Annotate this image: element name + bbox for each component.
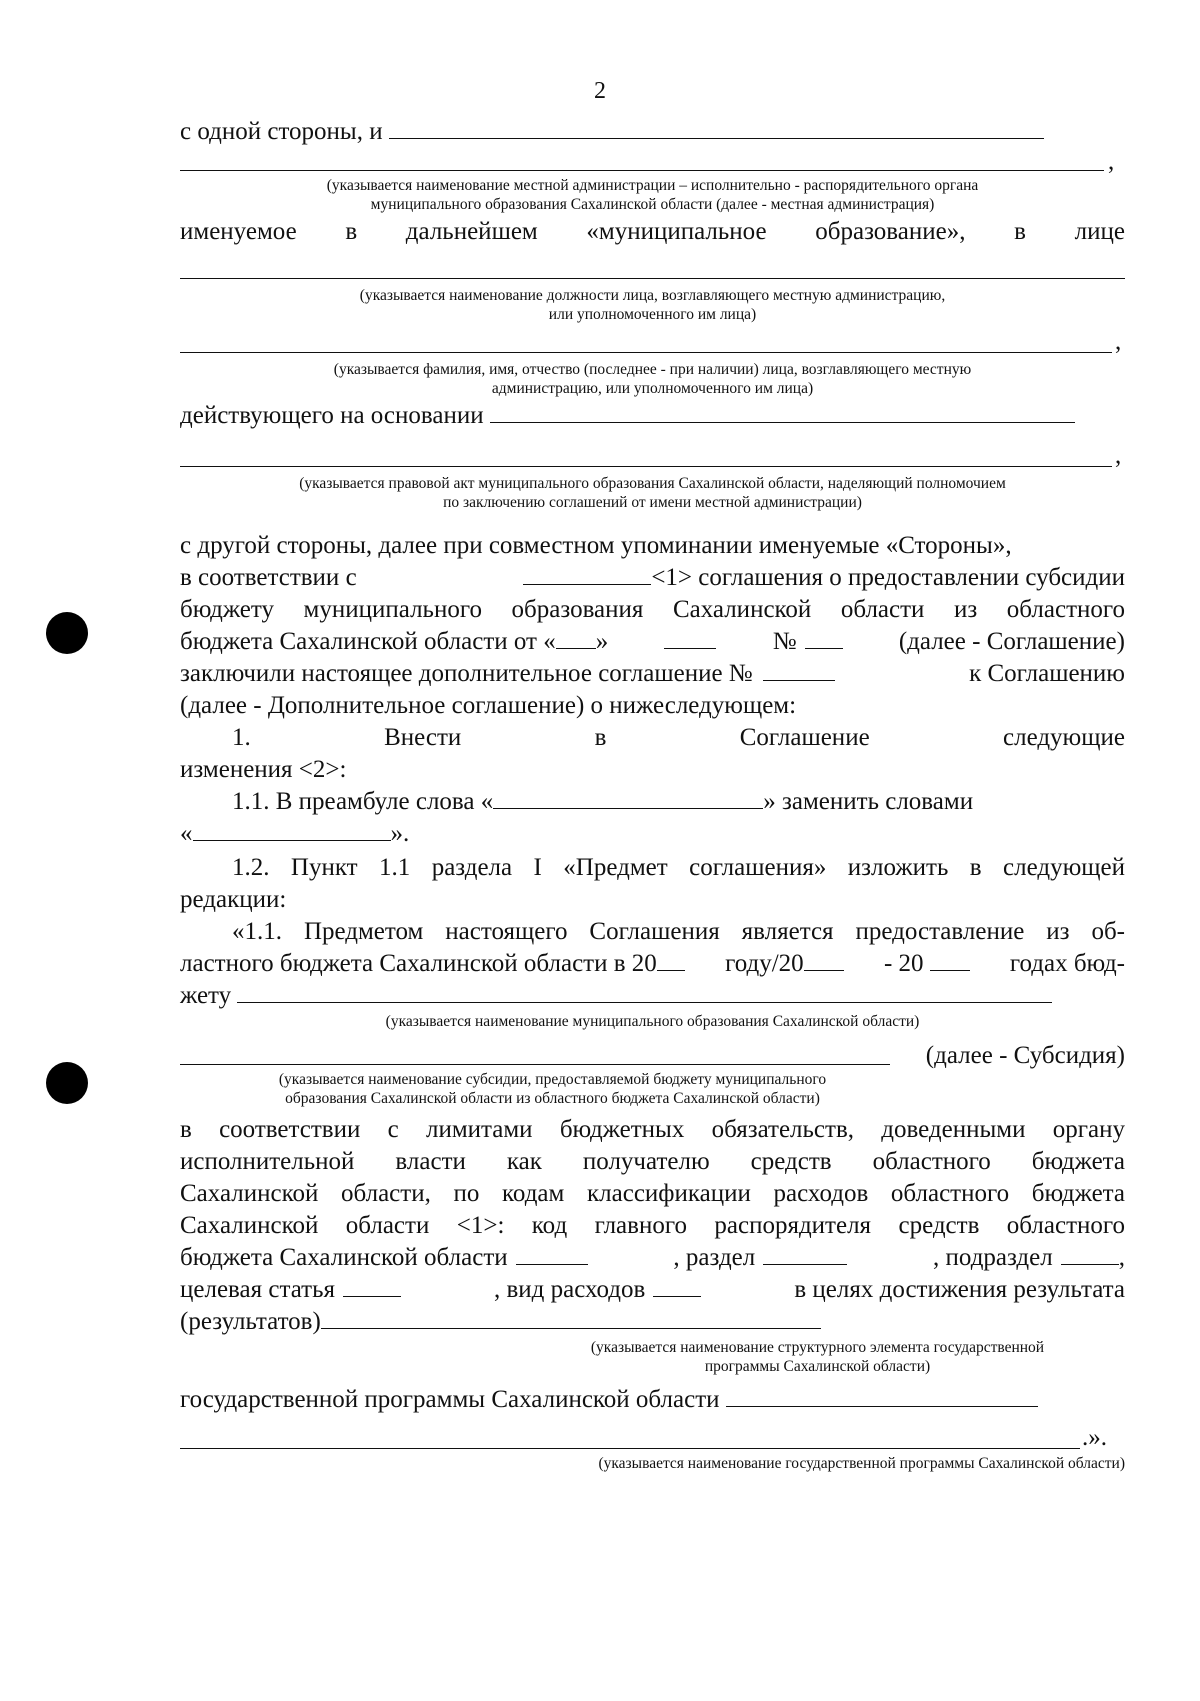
- line-target-article: целевая статья , вид расходов в целях достижения результата: [180, 1276, 1125, 1303]
- line-codes: Сахалинской области, по кодам классификации расходов областного бюджета: [180, 1180, 1125, 1207]
- blank-code: [516, 1242, 588, 1265]
- line-replacement-words: « ».: [180, 820, 410, 847]
- blank-words: [493, 786, 763, 809]
- note-municipality: (указывается наименование муниципального образования Сахалинской области): [385, 1013, 920, 1030]
- comma: ,: [1108, 148, 1115, 175]
- blank-field: [726, 1384, 1038, 1407]
- line-results: (результатов): [180, 1306, 1125, 1338]
- note-person-name: (указывается фамилия, имя, отчество (последнее - при наличии) лица, возглавляющего местную администрацию, или уполномоченного им лица): [333, 361, 972, 397]
- blank-month: [664, 626, 716, 649]
- blank-number: [805, 626, 843, 649]
- line-edition: редакции:: [180, 886, 287, 913]
- blank-field: [389, 116, 1044, 139]
- blank-line: [180, 466, 1112, 467]
- line-changes: изменения <2>:: [180, 756, 347, 783]
- blank-year: [804, 948, 844, 971]
- blank-words: [193, 818, 391, 841]
- blank-article: [343, 1274, 401, 1297]
- page-number: 2: [594, 78, 606, 104]
- line-budget-of: жету: [180, 980, 1125, 1012]
- blank-line: [180, 1448, 1080, 1449]
- note-admin-name: (указывается наименование местной администрации – исполнительно - распорядительного органа муниципального образования Сахалинской области (далее - местная администрация): [326, 177, 979, 213]
- line-additional-agreement: (далее - Дополнительное соглашение) о нижеследующем:: [180, 692, 797, 719]
- line-acting-basis: действующего на основании: [180, 400, 1125, 432]
- note-position: (указывается наименование должности лица, возглавляющего местную администрацию, или уполномоченного им лица): [359, 287, 946, 323]
- text-subsidy: (далее - Субсидия): [925, 1042, 1125, 1069]
- blank-field: [237, 980, 1052, 1003]
- line-executive: исполнительной власти как получателю средств областного бюджета: [180, 1148, 1125, 1175]
- line-item-1-2: 1.2. Пункт 1.1 раздела I «Предмет соглашения» изложить в следующей: [232, 854, 1125, 881]
- comma: ,: [1115, 328, 1122, 355]
- blank-line: [180, 1064, 890, 1065]
- line-one-party: [180, 116, 1125, 148]
- blank-number: [763, 658, 835, 681]
- punch-hole: [46, 1062, 88, 1104]
- blank-day: [556, 626, 596, 649]
- blank-year: [930, 948, 970, 971]
- line-subject: «1.1. Предметом настоящего Соглашения является предоставление из об-: [232, 918, 1125, 945]
- blank-line: [180, 170, 1104, 171]
- blank-field: [490, 400, 1075, 423]
- line-other-party: с другой стороны, далее при совместном упоминании именуемые «Стороны»,: [180, 532, 1012, 559]
- line-section: бюджета Сахалинской области , раздел , подраздел ,: [180, 1244, 1125, 1271]
- line-state-program: государственной программы Сахалинской области: [180, 1384, 1125, 1416]
- line-budget-date: бюджета Сахалинской области от « » № (далее - Соглашение): [180, 628, 1125, 655]
- blank-field: [321, 1306, 821, 1329]
- line-item-1: 1. Внести в Соглашение следующие: [232, 724, 1125, 751]
- line-years: ластного бюджета Сахалинской области в 20 году/20 - 20 годах бюд-: [180, 950, 1125, 977]
- line-budget: бюджету муниципального образования Сахалинской области из областного: [180, 596, 1125, 623]
- blank-field: [523, 562, 651, 585]
- note-subsidy: (указывается наименование субсидии, предоставляемой бюджету муниципального образования Сахалинской области из областного бюджета Сахалинской области): [278, 1071, 827, 1107]
- blank-line: [180, 352, 1112, 353]
- text-one-party: с одной стороны, и: [180, 118, 383, 145]
- blank-line: [180, 278, 1125, 279]
- line-named: именуемое в дальнейшем «муниципальное образование», в лице: [180, 218, 1125, 245]
- blank-year: [657, 948, 685, 971]
- comma: ,: [1115, 442, 1122, 469]
- line-in-accordance: в соответствии с <1> соглашения о предоставлении субсидии: [180, 564, 1125, 591]
- blank-section: [763, 1242, 847, 1265]
- closing-quote: .».: [1082, 1424, 1107, 1451]
- note-legal-act: (указывается правовой акт муниципального образования Сахалинской области, наделяющий полномочием по заключению соглашений от имени местной администрации): [299, 475, 1006, 511]
- line-item-1-1: 1.1. В преамбуле слова « » заменить словами: [232, 788, 974, 815]
- note-state-program: (указывается наименование государственной программы Сахалинской области): [598, 1455, 1125, 1472]
- blank-expense-type: [653, 1274, 701, 1297]
- line-main-manager: Сахалинской области <1>: код главного распорядителя средств областного: [180, 1212, 1125, 1239]
- punch-hole: [46, 612, 88, 654]
- note-structural-element: (указывается наименование структурного элемента государственной программы Сахалинской области): [590, 1339, 1045, 1375]
- line-concluded: заключили настоящее дополнительное соглашение № к Соглашению: [180, 660, 1125, 687]
- line-limits: в соответствии с лимитами бюджетных обязательств, доведенными органу: [180, 1116, 1125, 1143]
- blank-subsection: [1061, 1242, 1119, 1265]
